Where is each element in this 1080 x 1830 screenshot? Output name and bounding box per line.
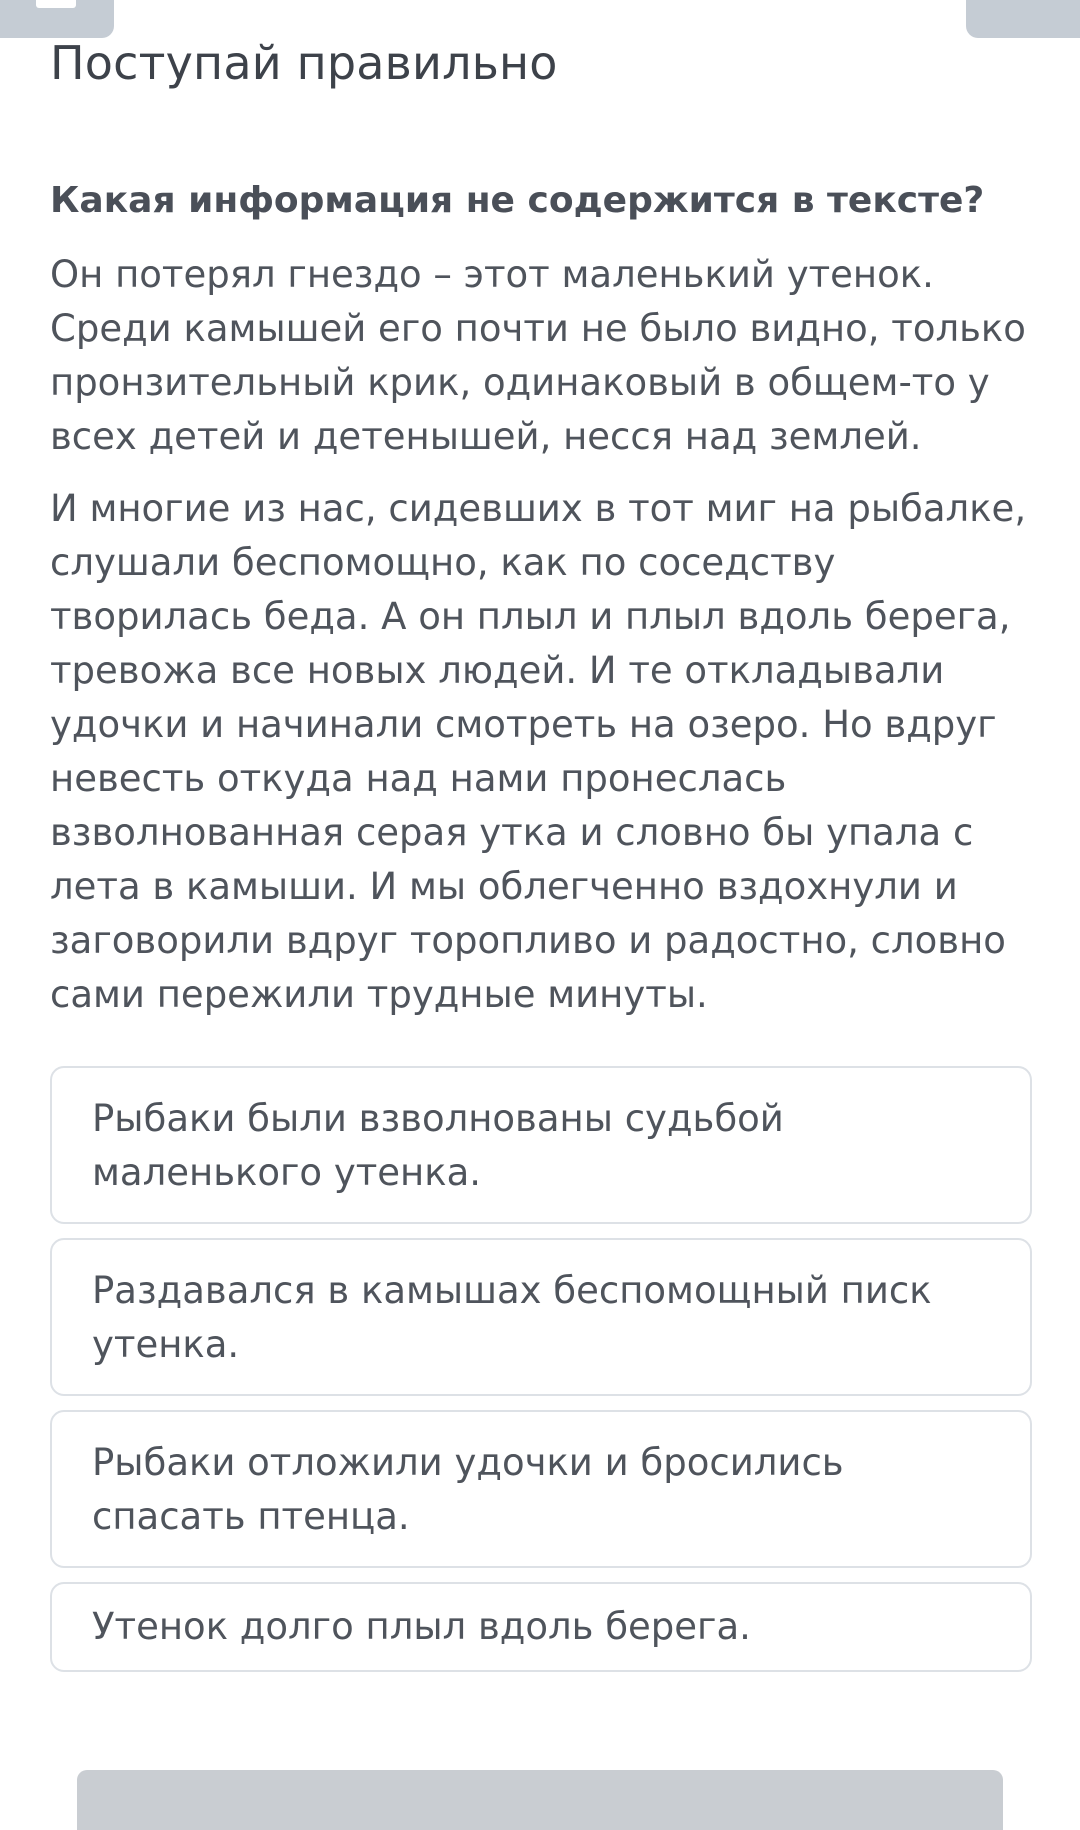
- passage-paragraph: И многие из нас, сидевших в тот миг на рыбалке, слушали беспомощно, как по соседству творилась беда. А он плыл и плыл вдоль берега, тревожа все новых людей. И те откладывали удочки и начинали смотреть на озеро. Но вдруг невесть откуда над нами пронеслась взволнованная серая утка и словно бы упала с лета в камыши. И мы облегченно вздохнули и заговорили вдруг торопливо и радостно, словно сами пережили трудные минуты.: [50, 487, 1027, 1016]
- close-button[interactable]: [966, 0, 1080, 38]
- answer-option-4[interactable]: Утенок долго плыл вдоль берега.: [50, 1582, 1032, 1672]
- menu-icon: [36, 0, 76, 8]
- answer-options: [50, 1066, 1032, 1686]
- close-icon: [1014, 0, 1044, 8]
- answer-option-2[interactable]: Раздавался в камышах беспомощный писк утенка.: [50, 1238, 1032, 1396]
- reading-passage: [50, 248, 1040, 1040]
- passage-paragraph: Он потерял гнездо – этот маленький утенок. Среди камышей его почти не было видно, только пронзительный крик, одинаковый в общем-то у всех детей и детенышей, несся над землей.: [50, 253, 1026, 458]
- menu-button[interactable]: [0, 0, 114, 38]
- answer-option-3[interactable]: Рыбаки отложили удочки и бросились спасать птенца.: [50, 1410, 1032, 1568]
- submit-button[interactable]: [77, 1770, 1003, 1830]
- page-title: Поступай правильно: [50, 36, 558, 90]
- question-text: Какая информация не содержится в тексте?: [50, 180, 985, 221]
- answer-option-1[interactable]: Рыбаки были взволнованы судьбой маленького утенка.: [50, 1066, 1032, 1224]
